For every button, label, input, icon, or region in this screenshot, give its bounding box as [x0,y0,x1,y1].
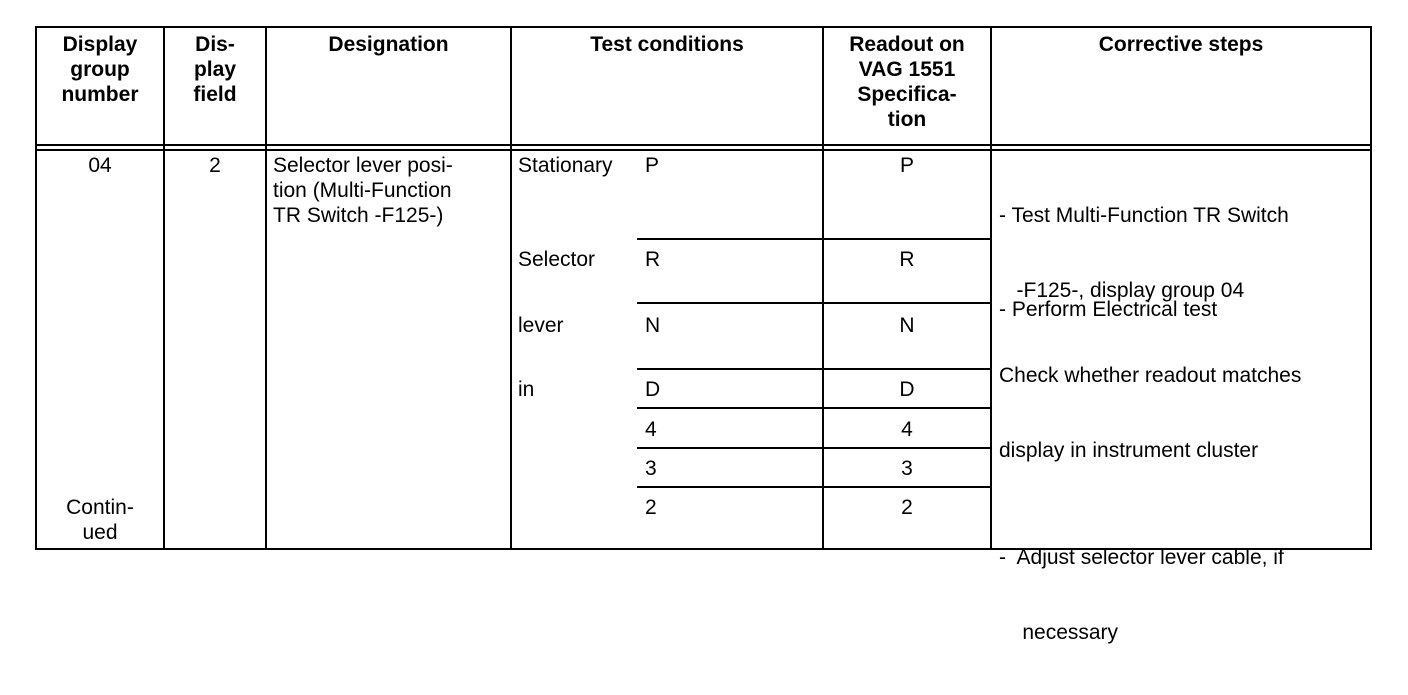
designation-text: Selector lever posi- tion (Multi-Function TR Switch -F125-) [273,154,453,227]
condition-label-stationary: Stationary [518,154,613,177]
condition-position-n: N [645,314,661,337]
header-group-number: Display group number [61,33,139,106]
col-sep-2 [265,26,267,550]
header-field: Dis- play field [193,33,237,106]
readout-4: 4 [901,418,913,441]
group-continued-note: Contin- ued [66,496,134,544]
condition-position-p: P [645,154,660,177]
header-designation: Designation [328,33,449,56]
header-readout: Readout on VAG 1551 Specifica- tion [849,33,965,131]
row-sep-p [637,238,990,240]
corrective-step-test-switch: - Test Multi-Function TR Switch -F125-, display group 04 [999,204,1289,302]
display-field-value: 2 [209,154,221,177]
condition-position-d: D [645,378,661,401]
readout-n: N [899,314,915,337]
header-separator-2 [35,149,1372,151]
header-separator [35,144,1372,146]
header-corrective-steps: Corrective steps [1098,33,1264,56]
condition-label-in: in [518,378,535,401]
row-sep-n [637,368,990,370]
corrective-step-check-readout: Check whether readout matches display in instrument cluster [999,364,1302,462]
condition-position-3: 3 [645,457,657,480]
corrective-step-adjust-cable: - Adjust selector lever cable, if necessary [999,546,1284,644]
condition-position-r: R [645,248,661,271]
readout-d: D [899,378,915,401]
corrective-step-electrical-test: - Perform Electrical test [999,298,1218,321]
readout-p: P [899,154,914,177]
row-sep-d [637,407,990,409]
row-sep-4 [637,447,990,449]
condition-label-lever: lever [518,314,564,337]
condition-position-4: 4 [645,418,657,441]
readout-r: R [899,248,915,271]
col-sep-3 [510,26,512,550]
header-test-conditions: Test conditions [590,33,744,56]
row-sep-3 [637,486,990,488]
condition-position-2: 2 [645,496,657,519]
row-sep-r [637,302,990,304]
table-border-top [35,26,1372,28]
group-number-value: 04 [88,154,112,177]
readout-2: 2 [901,496,913,519]
condition-label-selector: Selector [518,248,596,271]
readout-3: 3 [901,457,913,480]
col-sep-5 [990,26,992,550]
table-border-right [1370,26,1372,550]
